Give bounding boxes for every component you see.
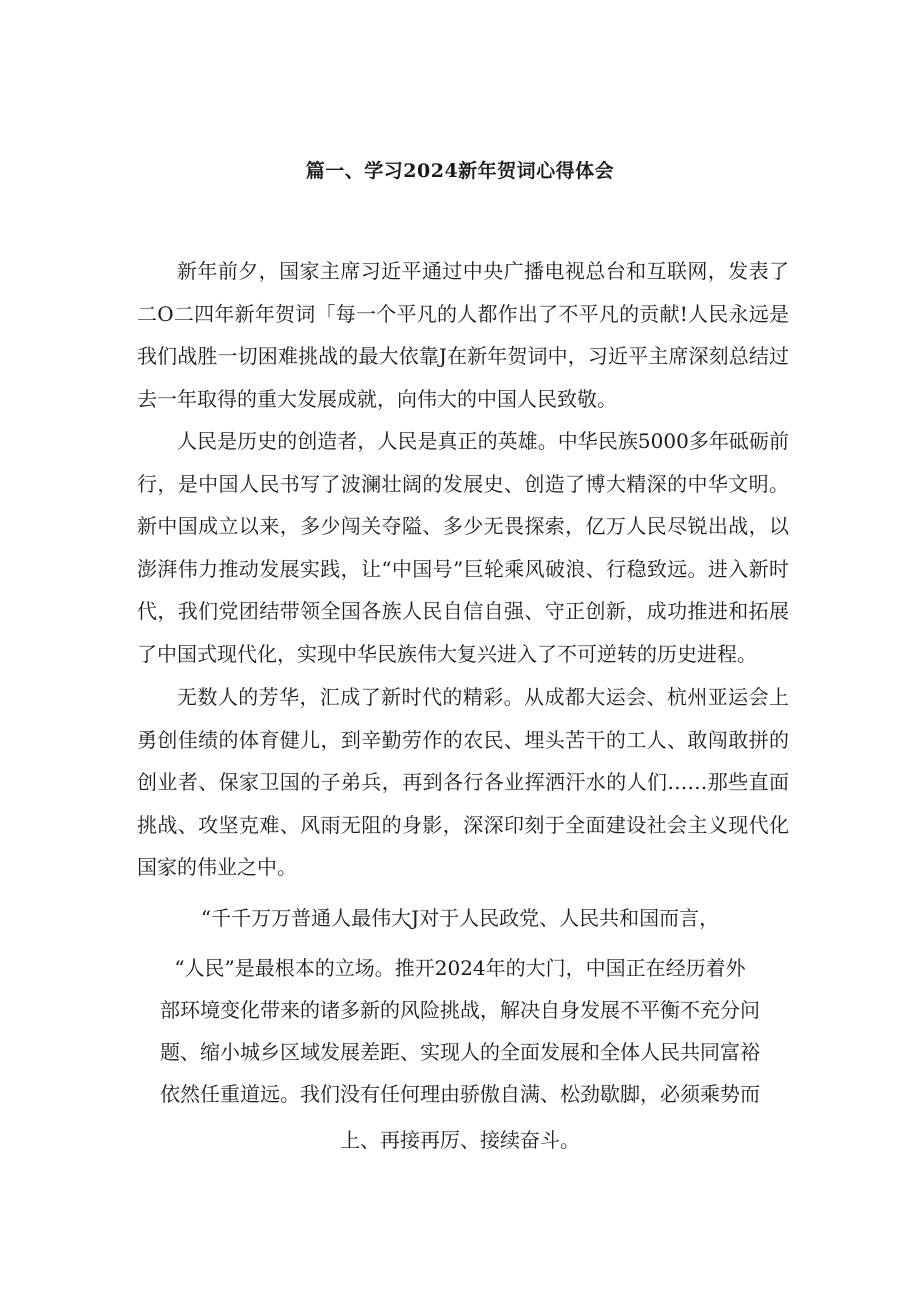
document-title: 篇一、学习2024新年贺词心得体会 bbox=[305, 160, 615, 182]
paragraph-2: 人民是历史的创造者，人民是真正的英雄。中华民族5000多年砥砺前行，是中国人民书写了波澜壮阔的发展史、创造了博大精深的中华文明。新中国成立以来，多少闯关夺隘、多少无畏探索，亿万人民尽锐出战，以澎湃伟力推动发展实践，让“中国号”巨轮乘风破浪、行稳致远。进入新时代，我们党团结带领全国各族人民自信自强、守正创新，成功推进和拓展了中国式现代化，实现中华民族伟大复兴进入了不可逆转的历史进程。 bbox=[137, 429, 789, 666]
centered-line: 上、再接再厉、接续奋斗。 bbox=[340, 1128, 580, 1152]
centered-line: “人民”是最根本的立场。推开2024年的大门，中国正在经历着外 bbox=[174, 956, 746, 980]
centered-line: 部环境变化带来的诸多新的风险挑战，解决自身发展不平衡不充分问 bbox=[160, 998, 760, 1022]
centered-line: “千千万万普通人最伟大J对于人民政党、人民共和国而言， bbox=[200, 906, 720, 930]
centered-line: 题、缩小城乡区域发展差距、实现人的全面发展和全体人民共同富裕 bbox=[160, 1040, 760, 1064]
paragraph-1: 新年前夕，国家主席习近平通过中央广播电视总台和互联网，发表了二O二四年新年贺词「每一个平凡的人都作出了不平凡的贡献!人民永远是我们战胜一切困难挑战的最大依靠J在新年贺词中，习近平主席深刻总结过去一年取得的重大发展成就，向伟大的中国人民致敬。 bbox=[137, 259, 789, 411]
paragraph-3: 无数人的芳华，汇成了新时代的精彩。从成都大运会、杭州亚运会上勇创佳绩的体育健儿，到辛勤劳作的农民、埋头苦干的工人、敢闯敢拼的创业者、保家卫国的子弟兵，再到各行各业挥洒汗水的人们……那些直面挑战、攻坚克难、风雨无阻的身影，深深印刻于全面建设社会主义现代化国家的伟业之中。 bbox=[137, 685, 789, 879]
centered-line: 依然任重道远。我们没有任何理由骄傲自满、松劲歇脚，必须乘势而 bbox=[160, 1082, 760, 1106]
